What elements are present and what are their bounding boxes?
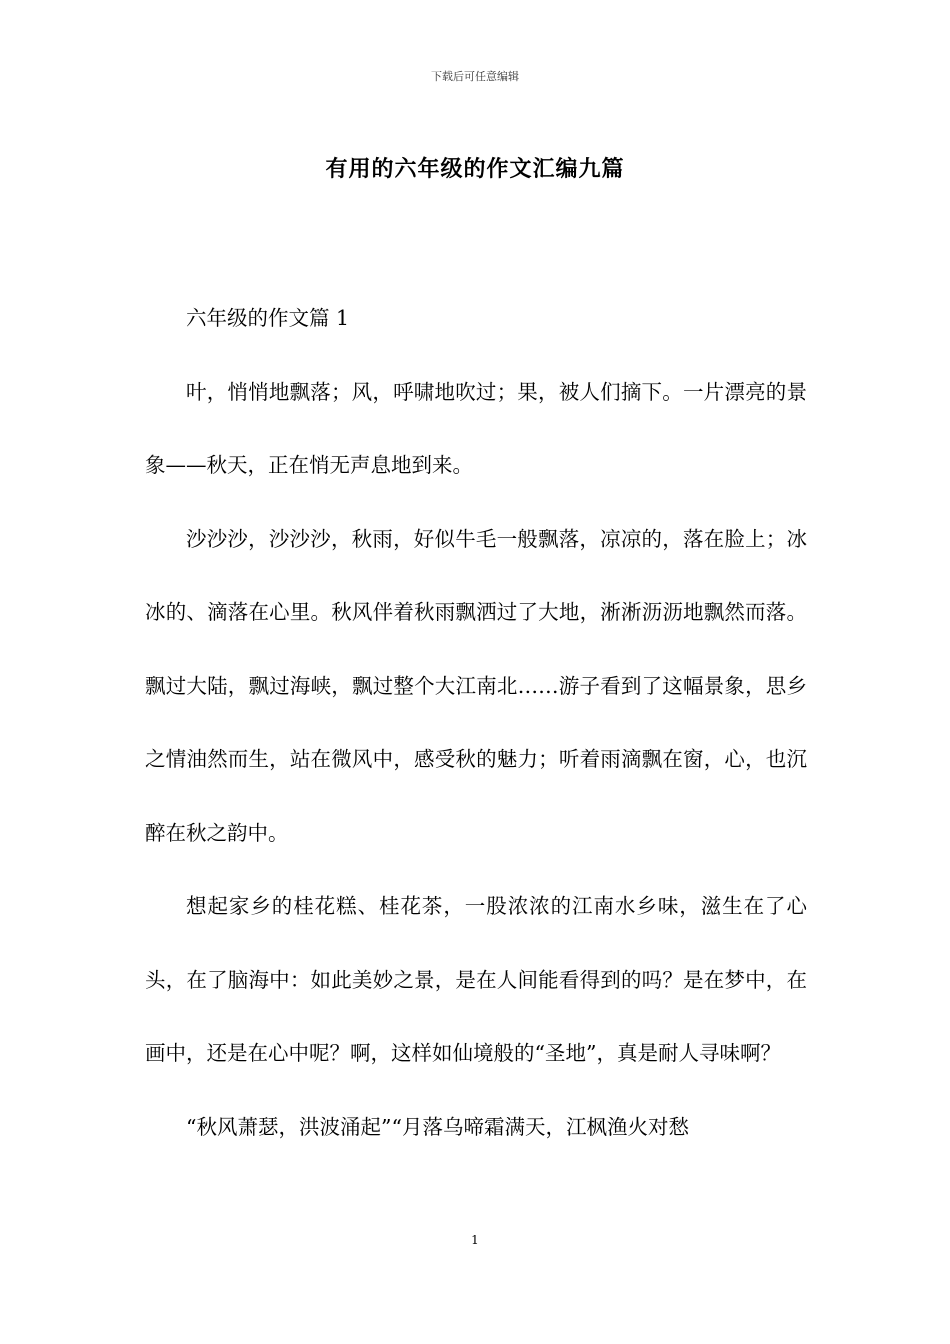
paragraph: “秋风萧瑟，洪波涌起”“月落乌啼霜满天，江枫渔火对愁 — [186, 1114, 689, 1139]
paragraph: 沙沙沙，沙沙沙，秋雨，好似牛毛一般飘落，凉凉的，落在脸上；冰冰的、滴落在心里。秋风伴着秋雨飘洒过了大地，淅淅沥沥地飘然而落。飘过大陆，飘过海峡，飘过整个大江南北……游子看到了这幅景象，思乡之情油然而生，站在微风中，感受秋的魅力；听着雨滴飘在窗，心，也沉醉在秋之韵中。 — [145, 526, 807, 845]
page-number: 1 — [471, 1233, 479, 1247]
document-title: 有用的六年级的作文汇编九篇 — [325, 157, 625, 182]
document-body — [145, 282, 807, 1164]
paragraph: 想起家乡的桂花糕、桂花茶，一股浓浓的江南水乡味，滋生在了心头，在了脑海中：如此美妙之景，是在人间能看得到的吗？是在梦中，在画中，还是在心中呢？啊，这样如仙境般的“圣地”，真是耐人寻味啊？ — [145, 894, 807, 1065]
paragraph: 叶，悄悄地飘落；风，呼啸地吹过；果，被人们摘下。一片漂亮的景象——秋天，正在悄无声息地到来。 — [145, 379, 807, 477]
section-heading: 六年级的作文篇 1 — [186, 306, 350, 330]
header-note: 下载后可任意编辑 — [431, 70, 519, 83]
